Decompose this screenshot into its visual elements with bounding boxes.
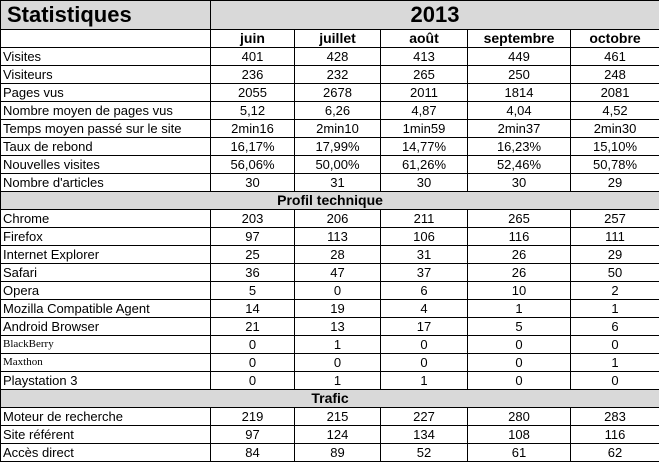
table-cell: 2min10 [295, 120, 381, 138]
table-cell: 31 [381, 246, 468, 264]
table-cell: 56,06% [211, 156, 295, 174]
table-row [1, 246, 659, 264]
table-cell: 15,10% [571, 138, 659, 156]
table-row [1, 138, 659, 156]
table-cell: 113 [295, 228, 381, 246]
table-cell: 16,23% [468, 138, 571, 156]
table-cell: 50,78% [571, 156, 659, 174]
technique-section [1, 210, 659, 390]
row-label: Opera [1, 282, 211, 300]
row-label: Temps moyen passé sur le site [1, 120, 211, 138]
table-cell: 25 [211, 246, 295, 264]
table-cell: 0 [571, 372, 659, 390]
row-label: Nombre d'articles [1, 174, 211, 192]
table-cell: 401 [211, 48, 295, 66]
table-cell: 4,52 [571, 102, 659, 120]
row-label: Accès direct [1, 444, 211, 462]
table-row [1, 318, 659, 336]
table-cell: 5 [211, 282, 295, 300]
table-cell: 248 [571, 66, 659, 84]
table-row [1, 444, 659, 462]
table-cell: 250 [468, 66, 571, 84]
year-header: 2013 [211, 1, 659, 30]
table-cell: 21 [211, 318, 295, 336]
table-row [1, 300, 659, 318]
table-cell: 30 [381, 174, 468, 192]
table-cell: 106 [381, 228, 468, 246]
table-cell: 219 [211, 408, 295, 426]
title-row [1, 1, 659, 30]
month-header: octobre [571, 30, 659, 48]
table-cell: 0 [468, 336, 571, 354]
table-cell: 0 [571, 336, 659, 354]
table-cell: 283 [571, 408, 659, 426]
table-cell: 0 [381, 354, 468, 372]
table-cell: 97 [211, 426, 295, 444]
table-title: Statistiques [1, 1, 211, 30]
row-label: Mozilla Compatible Agent [1, 300, 211, 318]
table-cell: 1814 [468, 84, 571, 102]
table-cell: 4,04 [468, 102, 571, 120]
table-cell: 0 [295, 354, 381, 372]
table-cell: 108 [468, 426, 571, 444]
table-cell: 0 [468, 354, 571, 372]
table-cell: 89 [295, 444, 381, 462]
table-cell: 50,00% [295, 156, 381, 174]
table-cell: 47 [295, 264, 381, 282]
table-cell: 236 [211, 66, 295, 84]
table-cell: 1 [295, 372, 381, 390]
table-cell: 0 [211, 372, 295, 390]
table-row [1, 228, 659, 246]
table-cell: 17,99% [295, 138, 381, 156]
trafic-section [1, 408, 659, 462]
row-label: Nombre moyen de pages vus [1, 102, 211, 120]
table-cell: 29 [571, 246, 659, 264]
table-cell: 0 [295, 282, 381, 300]
table-cell: 413 [381, 48, 468, 66]
table-cell: 0 [211, 354, 295, 372]
table-cell: 280 [468, 408, 571, 426]
technique-header [1, 192, 659, 210]
general-section [1, 48, 659, 192]
row-label: Site référent [1, 426, 211, 444]
row-label: Nouvelles visites [1, 156, 211, 174]
row-label: Visiteurs [1, 66, 211, 84]
table-cell: 124 [295, 426, 381, 444]
table-row [1, 174, 659, 192]
table-row [1, 120, 659, 138]
table-cell: 61 [468, 444, 571, 462]
table-cell: 2678 [295, 84, 381, 102]
table-cell: 13 [295, 318, 381, 336]
table-cell: 211 [381, 210, 468, 228]
table-cell: 203 [211, 210, 295, 228]
table-cell: 14,77% [381, 138, 468, 156]
table-cell: 6,26 [295, 102, 381, 120]
table-cell: 5,12 [211, 102, 295, 120]
row-label: Visites [1, 48, 211, 66]
section-header-profil-technique: Profil technique [1, 192, 659, 210]
table-row [1, 48, 659, 66]
row-label: Chrome [1, 210, 211, 228]
table-cell: 265 [468, 210, 571, 228]
row-label: Playstation 3 [1, 372, 211, 390]
table-cell: 17 [381, 318, 468, 336]
table-cell: 206 [295, 210, 381, 228]
table-cell: 26 [468, 246, 571, 264]
corner-cell [1, 30, 211, 48]
table-cell: 52 [381, 444, 468, 462]
table-cell: 4 [381, 300, 468, 318]
table-cell: 10 [468, 282, 571, 300]
row-label: Maxthon [1, 354, 211, 372]
table-cell: 97 [211, 228, 295, 246]
month-header: juillet [295, 30, 381, 48]
table-row [1, 426, 659, 444]
table-cell: 52,46% [468, 156, 571, 174]
table-cell: 37 [381, 264, 468, 282]
section-header-trafic: Trafic [1, 390, 659, 408]
table-cell: 2min37 [468, 120, 571, 138]
table-cell: 6 [381, 282, 468, 300]
table-cell: 1 [381, 372, 468, 390]
table-cell: 449 [468, 48, 571, 66]
table-cell: 257 [571, 210, 659, 228]
table-cell: 31 [295, 174, 381, 192]
table-cell: 4,87 [381, 102, 468, 120]
table-cell: 2 [571, 282, 659, 300]
table-row [1, 156, 659, 174]
table-cell: 428 [295, 48, 381, 66]
table-cell: 30 [468, 174, 571, 192]
table-cell: 2min16 [211, 120, 295, 138]
table-cell: 2055 [211, 84, 295, 102]
month-header-row [1, 30, 659, 48]
table-cell: 116 [571, 426, 659, 444]
table-cell: 5 [468, 318, 571, 336]
table-cell: 2081 [571, 84, 659, 102]
table-cell: 84 [211, 444, 295, 462]
table-cell: 61,26% [381, 156, 468, 174]
table-cell: 1 [571, 354, 659, 372]
table-row [1, 372, 659, 390]
month-header: juin [211, 30, 295, 48]
table-cell: 6 [571, 318, 659, 336]
row-label: BlackBerry [1, 336, 211, 354]
table-cell: 26 [468, 264, 571, 282]
table-cell: 1 [571, 300, 659, 318]
table-cell: 16,17% [211, 138, 295, 156]
table-row [1, 336, 659, 354]
table-cell: 62 [571, 444, 659, 462]
table-cell: 2min30 [571, 120, 659, 138]
table-cell: 134 [381, 426, 468, 444]
table-cell: 29 [571, 174, 659, 192]
table-cell: 0 [468, 372, 571, 390]
table-row [1, 408, 659, 426]
row-label: Taux de rebond [1, 138, 211, 156]
row-label: Safari [1, 264, 211, 282]
table-row [1, 102, 659, 120]
table-cell: 19 [295, 300, 381, 318]
table-cell: 14 [211, 300, 295, 318]
month-header: août [381, 30, 468, 48]
table-row [1, 210, 659, 228]
row-label: Moteur de recherche [1, 408, 211, 426]
table-row [1, 264, 659, 282]
table-cell: 227 [381, 408, 468, 426]
trafic-header [1, 390, 659, 408]
row-label: Pages vus [1, 84, 211, 102]
row-label: Internet Explorer [1, 246, 211, 264]
table-row [1, 354, 659, 372]
table-cell: 461 [571, 48, 659, 66]
table-row [1, 84, 659, 102]
table-cell: 265 [381, 66, 468, 84]
table-cell: 1 [295, 336, 381, 354]
table-cell: 111 [571, 228, 659, 246]
table-cell: 116 [468, 228, 571, 246]
table-cell: 1min59 [381, 120, 468, 138]
table-cell: 36 [211, 264, 295, 282]
table-cell: 232 [295, 66, 381, 84]
table-cell: 215 [295, 408, 381, 426]
table-row [1, 66, 659, 84]
table-cell: 1 [468, 300, 571, 318]
table-cell: 50 [571, 264, 659, 282]
table-row [1, 282, 659, 300]
row-label: Firefox [1, 228, 211, 246]
month-header: septembre [468, 30, 571, 48]
table-cell: 28 [295, 246, 381, 264]
table-cell: 0 [381, 336, 468, 354]
table-cell: 30 [211, 174, 295, 192]
row-label: Android Browser [1, 318, 211, 336]
table-cell: 2011 [381, 84, 468, 102]
table-cell: 0 [211, 336, 295, 354]
